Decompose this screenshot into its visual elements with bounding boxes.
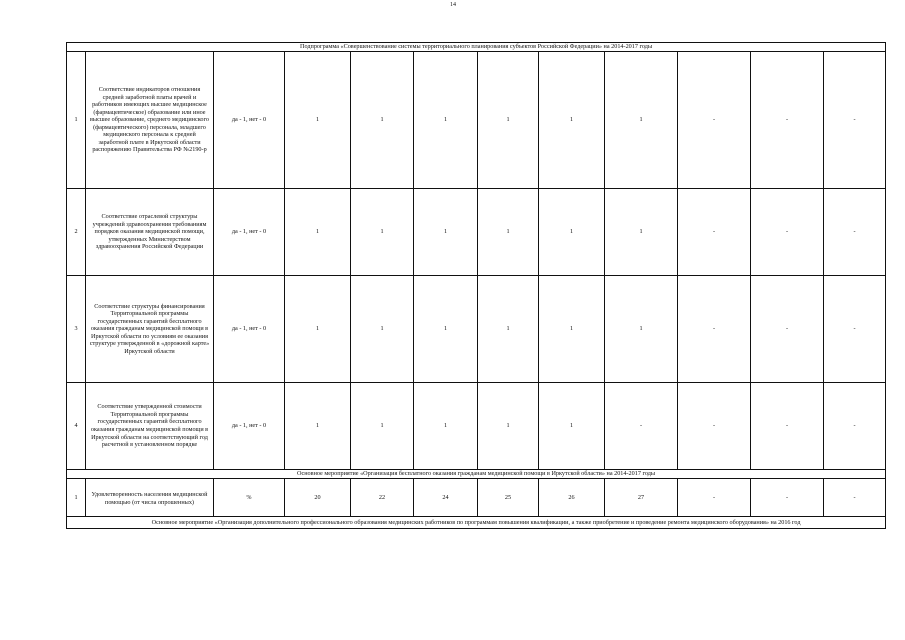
table-row	[67, 479, 886, 517]
value-cell: -	[751, 52, 824, 189]
section-title: Основное мероприятие «Организация дополнительного профессионального образования медицинских работников по программам повышения квалификации, а также приобретение и проведение ремонта медицинского оборудования» на 2016 год	[67, 517, 886, 529]
section-header-row	[67, 470, 886, 479]
indicators-table	[66, 42, 886, 529]
value-cell: 1	[478, 189, 539, 276]
section-title: Подпрограмма «Совершенствование системы территориального планирования субъектов Российской Федерации» на 2014-2017 годы	[67, 43, 886, 52]
value-cell: -	[678, 479, 751, 517]
value-cell: -	[751, 479, 824, 517]
value-cell: 1	[351, 383, 414, 470]
section-header-row	[67, 43, 886, 52]
indicator-description: Соответствие отраслевой структуры учреждений здравоохранения требованиям порядков оказания медицинской помощи, утвержденных Министерством здравоохранения Российской Федерации	[86, 189, 214, 276]
value-cell: -	[824, 276, 886, 383]
value-cell: -	[824, 479, 886, 517]
value-cell: 1	[285, 383, 351, 470]
unit-cell: да - 1, нет - 0	[214, 276, 285, 383]
value-cell: 26	[539, 479, 605, 517]
value-cell: 20	[285, 479, 351, 517]
value-cell: 1	[478, 276, 539, 383]
unit-cell: да - 1, нет - 0	[214, 189, 285, 276]
value-cell: 1	[285, 276, 351, 383]
table-row	[67, 383, 886, 470]
value-cell: 1	[414, 276, 478, 383]
value-cell: -	[751, 276, 824, 383]
table-row	[67, 276, 886, 383]
unit-cell: %	[214, 479, 285, 517]
row-number: 1	[67, 479, 86, 517]
value-cell: -	[678, 189, 751, 276]
value-cell: -	[678, 276, 751, 383]
value-cell: -	[751, 189, 824, 276]
value-cell: 1	[414, 189, 478, 276]
page-number: 14	[450, 2, 456, 8]
value-cell: 25	[478, 479, 539, 517]
table-row	[67, 189, 886, 276]
row-number: 1	[67, 52, 86, 189]
value-cell: 1	[605, 52, 678, 189]
value-cell: -	[824, 189, 886, 276]
value-cell: 1	[285, 52, 351, 189]
unit-cell: да - 1, нет - 0	[214, 52, 285, 189]
value-cell: 1	[539, 276, 605, 383]
value-cell: 27	[605, 479, 678, 517]
value-cell: -	[678, 383, 751, 470]
value-cell: -	[751, 383, 824, 470]
indicator-description: Соответствие утвержденной стоимости Территориальной программы государственных гарантий бесплатного оказания гражданам медицинской помощи в Иркутской области на соответствующий год расчетной в установленном порядке	[86, 383, 214, 470]
value-cell: 1	[351, 276, 414, 383]
value-cell: 1	[351, 52, 414, 189]
value-cell: 1	[414, 383, 478, 470]
value-cell: 1	[605, 276, 678, 383]
value-cell: 1	[539, 383, 605, 470]
value-cell: 1	[285, 189, 351, 276]
value-cell: 1	[351, 189, 414, 276]
row-number: 3	[67, 276, 86, 383]
value-cell: 1	[414, 52, 478, 189]
value-cell: 22	[351, 479, 414, 517]
value-cell: 1	[605, 189, 678, 276]
value-cell: 1	[539, 52, 605, 189]
table-row	[67, 52, 886, 189]
section-title: Основное мероприятие «Организация бесплатного оказания гражданам медицинской помощи в Иркутской области» на 2014-2017 годы	[67, 470, 886, 479]
indicator-description: Соответствие структуры финансирования Территориальной программы государственных гарантий бесплатного оказания гражданам медицинской помощи в Иркутской области по условиям ее оказания структуре утвержденной в «дорожной карте» Иркутской области	[86, 276, 214, 383]
value-cell: 1	[478, 383, 539, 470]
value-cell: -	[824, 383, 886, 470]
value-cell: -	[824, 52, 886, 189]
value-cell: 1	[478, 52, 539, 189]
value-cell: 1	[539, 189, 605, 276]
section-header-row	[67, 517, 886, 529]
indicator-description: Удовлетворенность населения медицинской помощью (от числа опрошенных)	[86, 479, 214, 517]
value-cell: -	[678, 52, 751, 189]
row-number: 2	[67, 189, 86, 276]
value-cell: 24	[414, 479, 478, 517]
unit-cell: да - 1, нет - 0	[214, 383, 285, 470]
row-number: 4	[67, 383, 86, 470]
indicator-description: Соответствие индикаторов отношения средней заработной платы врачей и работников имеющих высшее медицинское (фармацевтическое) образование или иное высшее образование, среднего медицинского (фармацевтического) персонала, младшего медицинского персонала к средней заработной плате в Иркутской области распоряжению Правительства РФ №2190-р	[86, 52, 214, 189]
value-cell: -	[605, 383, 678, 470]
